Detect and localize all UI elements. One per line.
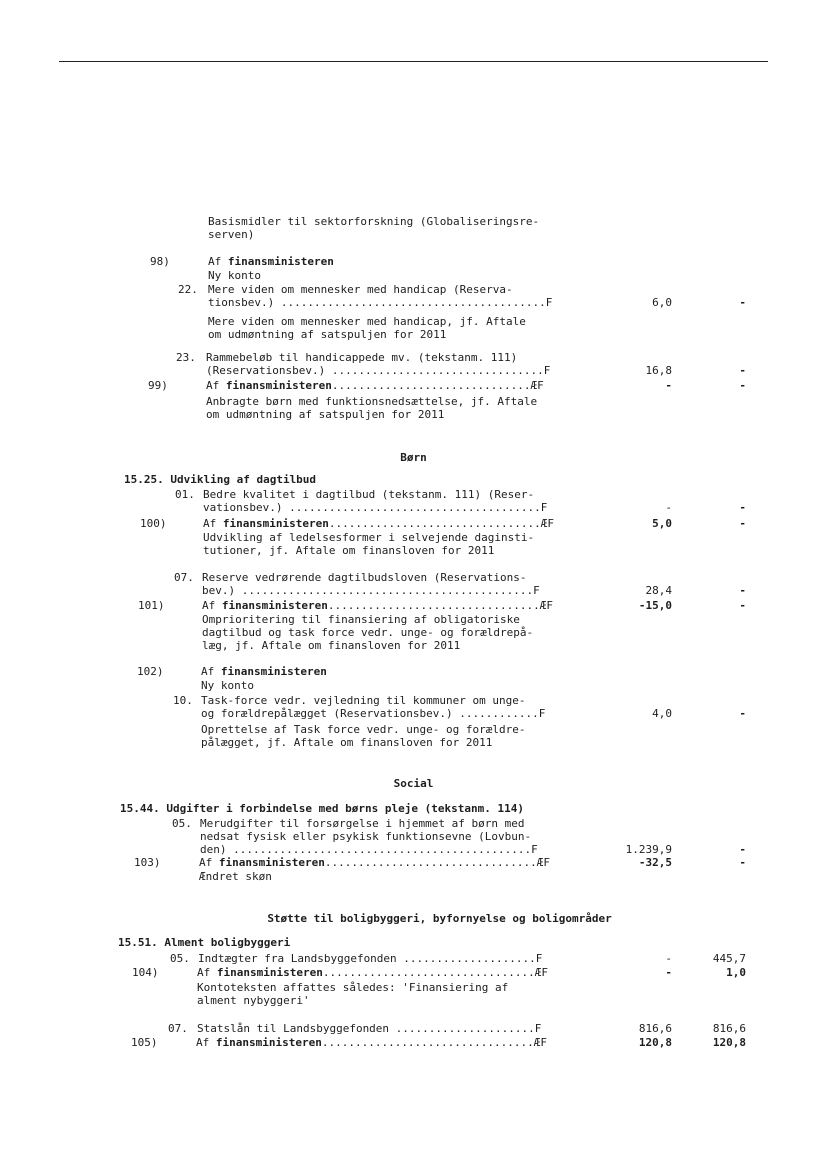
item-line: Task-force vedr. vejledning til kommuner om unge- [201, 694, 526, 707]
value-column-1: 5,0 [652, 517, 672, 530]
annotation-line [201, 666, 327, 678]
ministry-name: finansministeren [215, 1036, 322, 1049]
annotation-line [196, 1037, 547, 1049]
value-column-1: 16,8 [645, 364, 672, 377]
annotation-line [202, 600, 553, 612]
annotation-number: 98) [150, 255, 170, 268]
value-column-2: - [739, 517, 746, 530]
annotation-text: Af [203, 517, 223, 530]
item-number: 07. [168, 1022, 188, 1035]
annotation-text: Af [199, 856, 219, 869]
text-line: alment nybyggeri' [197, 994, 310, 1007]
ministry-name: finansministeren [220, 665, 327, 678]
value-column-2: - [739, 584, 746, 597]
annotation-line [203, 518, 554, 530]
ministry-name: finansministeren [222, 517, 329, 530]
value-column-1: 120,8 [638, 1036, 672, 1049]
text-line: Ændret skøn [199, 870, 272, 883]
item-line: Mere viden om mennesker med handicap (Reserva- [208, 283, 513, 296]
item-number: 23. [176, 351, 196, 364]
text-line: om udmøntning af satspuljen for 2011 [208, 328, 447, 341]
ministry-name: finansministeren [221, 599, 328, 612]
text-line: Basismidler til sektorforskning (Globaliseringsre- [208, 215, 540, 228]
value-column-2: 816,6 [712, 1022, 746, 1035]
section-heading: Social [393, 777, 434, 790]
value-column-1: -15,0 [638, 599, 672, 612]
value-column-2: - [739, 364, 746, 377]
text-line: pålægget, jf. Aftale om finansloven for 2011 [201, 736, 493, 749]
item-number: 22. [178, 283, 198, 296]
header-rule [59, 61, 768, 62]
value-column-2: 120,8 [712, 1036, 746, 1049]
item-number: 10. [173, 694, 193, 707]
annotation-line [199, 857, 550, 869]
value-column-1: - [665, 952, 672, 965]
value-column-1: 816,6 [638, 1022, 672, 1035]
ministry-name: finansministeren [225, 379, 332, 392]
item-number: 05. [170, 952, 190, 965]
item-number: 07. [174, 571, 194, 584]
annotation-number: 104) [132, 966, 159, 979]
value-column-2: - [739, 501, 746, 514]
value-column-2: - [739, 379, 746, 392]
value-column-2: - [739, 599, 746, 612]
annotation-text: Af [206, 379, 226, 392]
annotation-number: 103) [134, 856, 161, 869]
item-number: 01. [175, 488, 195, 501]
item-line: Reserve vedrørende dagtilbudsloven (Reservations- [202, 571, 527, 584]
text-line: Oprettelse af Task force vedr. unge- og forældre- [201, 723, 526, 736]
annotation-text: ................................ÆF [322, 966, 549, 979]
item-line: Rammebeløb til handicappede mv. (tekstanm. 111) [206, 351, 518, 364]
annotation-text: Af [196, 1036, 216, 1049]
ministry-name: finansministeren [216, 966, 323, 979]
item-line: nedsat fysisk eller psykisk funktionsevne (Lovbun- [200, 830, 532, 843]
item-line: tionsbev.) ........................................F [208, 296, 553, 309]
text-line: Kontoteksten affattes således: 'Finansiering af [197, 981, 509, 994]
annotation-text: Af [197, 966, 217, 979]
annotation-number: 100) [140, 517, 167, 530]
annotation-text: ................................ÆF [327, 599, 554, 612]
text-line: serven) [208, 228, 255, 241]
value-column-2: - [739, 296, 746, 309]
annotation-text: Af [208, 255, 228, 268]
value-column-2: - [739, 707, 746, 720]
value-column-1: 1.239,9 [625, 843, 672, 856]
annotation-line [206, 380, 544, 392]
item-line: (Reservationsbev.) ................................F [206, 364, 551, 377]
value-column-1: 4,0 [652, 707, 672, 720]
section-heading: Støtte til boligbyggeri, byfornyelse og boligområder [267, 912, 612, 925]
text-line: om udmøntning af satspuljen for 2011 [206, 408, 445, 421]
text-line: Mere viden om mennesker med handicap, jf. Aftale [208, 315, 526, 328]
value-column-1: 28,4 [645, 584, 672, 597]
annotation-text: ................................ÆF [321, 1036, 548, 1049]
text-line: Ny konto [208, 269, 261, 282]
account-heading: 15.25. Udvikling af dagtilbud [124, 473, 317, 486]
text-line: Ny konto [201, 679, 254, 692]
value-column-1: - [665, 966, 672, 979]
value-column-2: 1,0 [726, 966, 746, 979]
item-line: Merudgifter til forsørgelse i hjemmet af børn med [200, 817, 525, 830]
value-column-2: - [739, 843, 746, 856]
item-line: og forældrepålægget (Reservationsbev.) ............F [201, 707, 546, 720]
annotation-text: ..............................ÆF [331, 379, 544, 392]
annotation-number: 99) [148, 379, 168, 392]
ministry-name: finansministeren [218, 856, 325, 869]
item-line: vationsbev.) ......................................F [203, 501, 548, 514]
ministry-name: finansministeren [227, 255, 334, 268]
value-column-2: - [739, 856, 746, 869]
annotation-line [197, 967, 548, 979]
item-line: Statslån til Landsbyggefonden .....................F [197, 1022, 542, 1035]
value-column-2: 445,7 [712, 952, 746, 965]
annotation-number: 101) [138, 599, 165, 612]
text-line: Omprioritering til finansiering af obligatoriske [202, 613, 520, 626]
annotation-text: Af [202, 599, 222, 612]
value-column-1: -32,5 [638, 856, 672, 869]
item-line: den) .............................................F [200, 843, 538, 856]
item-line: Bedre kvalitet i dagtilbud (tekstanm. 111) (Reser- [203, 488, 535, 501]
item-line: bev.) ............................................F [202, 584, 540, 597]
item-line: Indtægter fra Landsbyggefonden ....................F [198, 952, 543, 965]
account-heading: 15.44. Udgifter i forbindelse med børns pleje (tekstanm. 114) [120, 802, 524, 815]
annotation-text: ................................ÆF [328, 517, 555, 530]
annotation-line [208, 256, 334, 268]
annotation-text: Af [201, 665, 221, 678]
annotation-number: 105) [131, 1036, 158, 1049]
text-line: Udvikling af ledelsesformer i selvejende daginsti- [203, 531, 535, 544]
section-heading: Børn [400, 451, 427, 464]
item-number: 05. [172, 817, 192, 830]
value-column-1: - [665, 501, 672, 514]
text-line: tutioner, jf. Aftale om finansloven for 2011 [203, 544, 495, 557]
annotation-text: ................................ÆF [324, 856, 551, 869]
text-line: dagtilbud og task force vedr. unge- og forældrepå- [202, 626, 534, 639]
annotation-number: 102) [137, 665, 164, 678]
text-line: læg, jf. Aftale om finansloven for 2011 [202, 639, 461, 652]
value-column-1: - [665, 379, 672, 392]
text-line: Anbragte børn med funktionsnedsættelse, jf. Aftale [206, 395, 538, 408]
value-column-1: 6,0 [652, 296, 672, 309]
account-heading: 15.51. Alment boligbyggeri [118, 936, 291, 949]
